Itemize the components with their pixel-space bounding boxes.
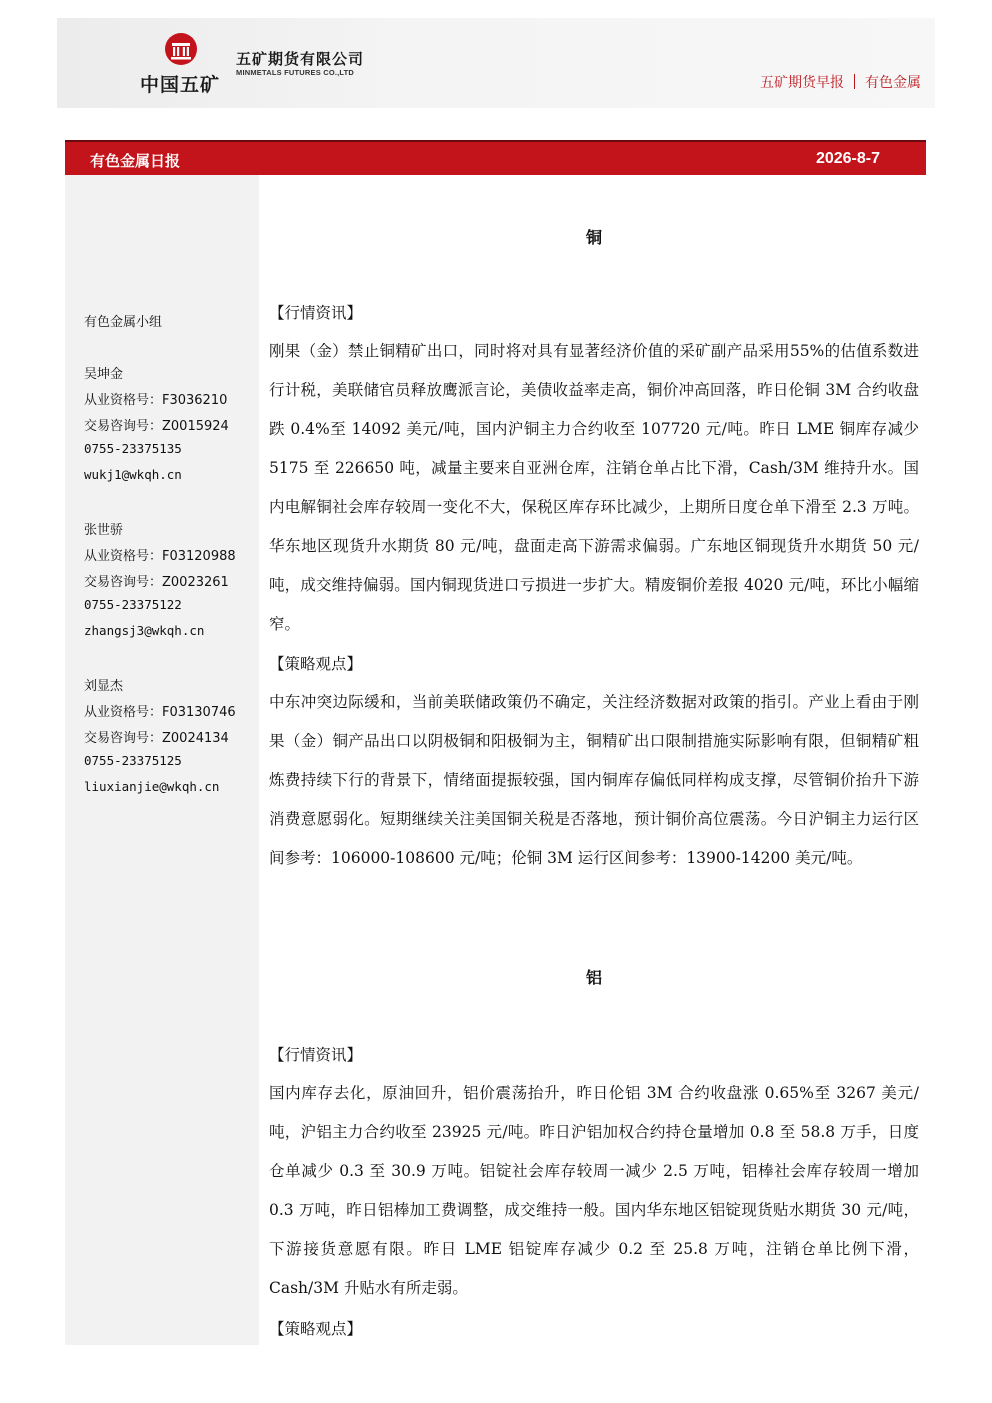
- report-series-name: 五矿期货早报: [760, 75, 844, 91]
- group-name: 有色金属小组: [84, 315, 163, 330]
- analyst-name: 张世骄: [84, 523, 124, 538]
- analyst-qualification: 从业资格号：F03120988: [84, 549, 236, 564]
- market-news-label: 【行情资讯】: [269, 1046, 363, 1064]
- report-date: 2026-8-7: [815, 150, 880, 167]
- minmetals-emblem-icon: [164, 32, 198, 66]
- report-series: [760, 72, 921, 92]
- title-bar: [65, 140, 926, 175]
- analyst-consult-number: 交易咨询号：Z0015924: [84, 419, 229, 434]
- analyst-phone: 0755-23375135: [84, 441, 182, 456]
- section-title-copper: 铜: [585, 228, 602, 247]
- report-title: 有色金属日报: [90, 152, 181, 170]
- analyst-email: zhangsj3@wkqh.cn: [84, 623, 205, 638]
- analyst-phone: 0755-23375125: [84, 753, 182, 768]
- analyst-name: 刘显杰: [84, 679, 124, 694]
- analyst-qualification: 从业资格号：F3036210: [84, 393, 228, 408]
- analyst-sidebar: [65, 175, 259, 1345]
- analyst-name: 吴坤金: [84, 367, 124, 382]
- strategy-label: 【策略观点】: [269, 1320, 363, 1338]
- strategy-label: 【策略观点】: [269, 655, 363, 673]
- aluminium-market-news: 国内库存去化，原油回升，铝价震荡抬升，昨日伦铝 3M 合约收盘涨 0.65%至 3267 美元/吨，沪铝主力合约收至 23925 元/吨。昨日沪铝加权合约持仓量增加 0.8 至 58.8 万手，日度仓单减少 0.3 至 30.9 万吨。铝锭社会库存较周一减少 2.5 万吨，铝棒社会库存较周一增加 0.3 万吨，昨日铝棒加工费调整，成交维持一般。国内华东地区铝锭现货贴水期货 30 元/吨，下游接货意愿有限。昨日 LME 铝锭库存减少 0.2 至 25.8 万吨，注销仓单比例下滑，Cash/3M 升贴水有所走弱。: [269, 1084, 919, 1297]
- analyst-consult-number: 交易咨询号：Z0023261: [84, 575, 229, 590]
- analyst-qualification: 从业资格号：F03130746: [84, 705, 236, 720]
- header-divider: [854, 74, 855, 89]
- company-name-cn: 五矿期货有限公司: [236, 50, 365, 68]
- copper-market-news: 刚果（金）禁止铜精矿出口，同时将对具有显著经济价值的采矿副产品采用55%的估值系数进行计税，美联储官员释放鹰派言论，美债收益率走高，铜价冲高回落，昨日伦铜 3M 合约收盘跌 0.4%至 14092 美元/吨，国内沪铜主力合约收至 107720 元/吨。昨日 LME 铜库存减少 5175 至 226650 吨，减量主要来自亚洲仓库，注销仓单占比下滑，Cash/3M 维持升水。国内电解铜社会库存较周一变化不大，保税区库存环比减少，上期所日度仓单下滑至 2.3 万吨。华东地区现货升水期货 80 元/吨，盘面走高下游需求偏弱。广东地区铜现货升水期货 50 元/吨，成交维持偏弱。国内铜现货进口亏损进一步扩大。精废铜价差报 4020 元/吨，环比小幅缩窄。: [269, 342, 919, 633]
- analyst-email: liuxianjie@wkqh.cn: [84, 779, 220, 794]
- company-logo: [140, 30, 380, 100]
- market-news-label: 【行情资讯】: [269, 304, 363, 322]
- logo-chinese-name: 中国五矿: [140, 74, 221, 96]
- company-name-en: MINMETALS FUTURES CO.,LTD: [236, 68, 355, 77]
- analyst-email: wukj1@wkqh.cn: [84, 467, 182, 482]
- analyst-consult-number: 交易咨询号：Z0024134: [84, 731, 229, 746]
- analyst-phone: 0755-23375122: [84, 597, 182, 612]
- report-category: 有色金属: [865, 75, 921, 91]
- section-title-aluminium: 铝: [585, 968, 602, 987]
- copper-strategy: 中东冲突边际缓和，当前美联储政策仍不确定，关注经济数据对政策的指引。产业上看由于刚果（金）铜产品出口以阴极铜和阳极铜为主，铜精矿出口限制措施实际影响有限，但铜精矿粗炼费持续下行的背景下，情绪面提振较强，国内铜库存偏低同样构成支撑，尽管铜价抬升下游消费意愿弱化。短期继续关注美国铜关税是否落地，预计铜价高位震荡。今日沪铜主力运行区间参考：106000-108600 元/吨；伦铜 3M 运行区间参考：13900-14200 美元/吨。: [269, 693, 919, 867]
